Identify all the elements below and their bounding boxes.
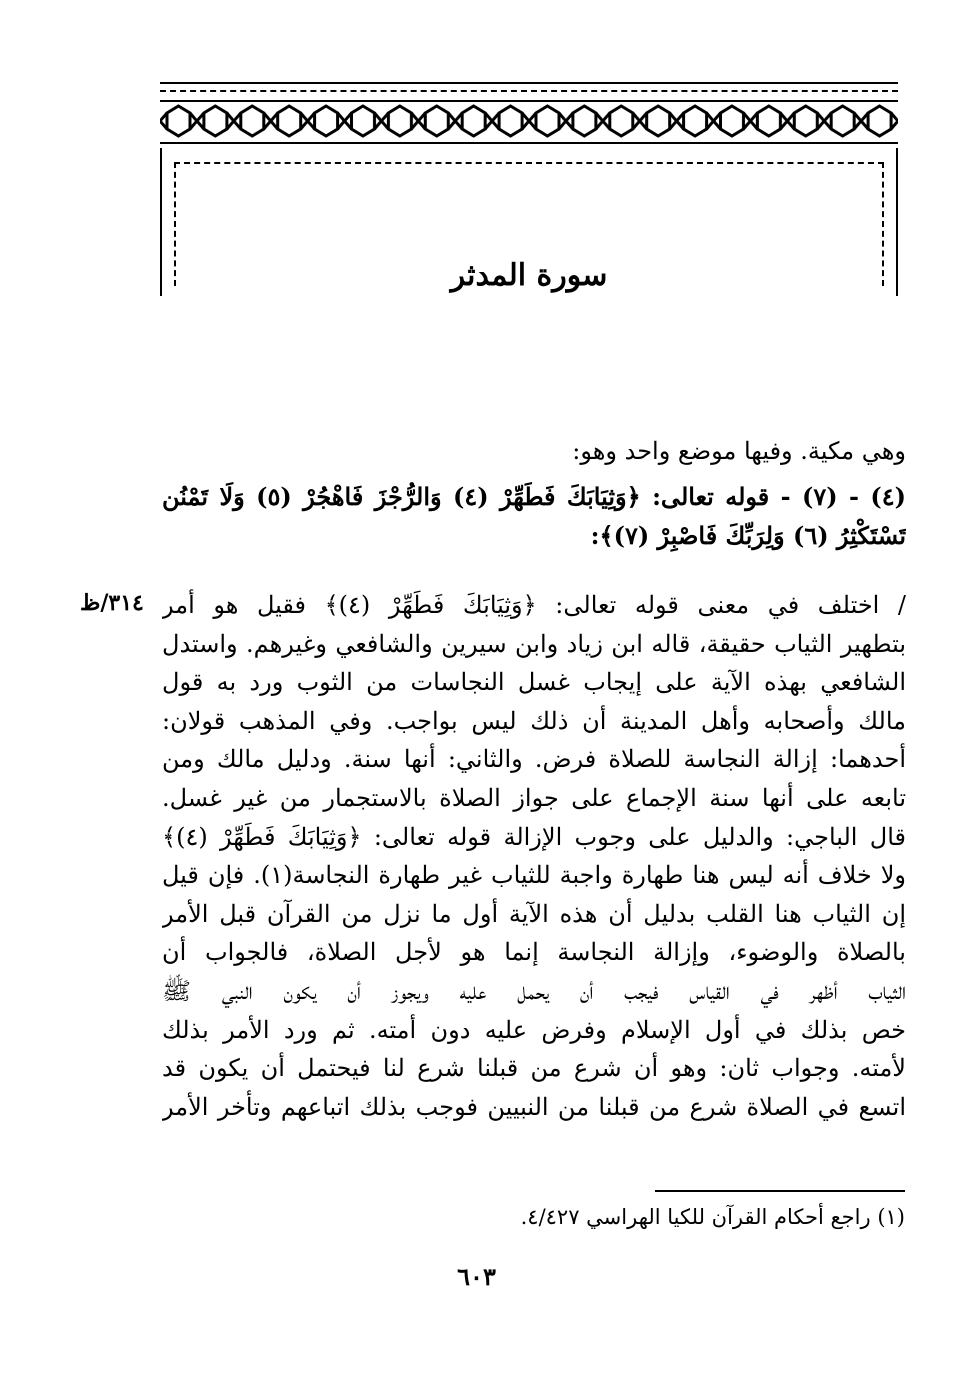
verse-line: تَسْتَكْثِرُ (٦) وَلِرَبِّكَ فَاصْبِرْ (٧)﴾: [590,520,906,550]
paragraph-line: بالصلاة والوضوء، وإزالة النجاسة إنما هو لأجل الصلاة، فالجواب أن [162,938,906,967]
paragraph-line: أحدهما: إزالة النجاسة للصلاة فرض. والثاني: أنها سنة. ودليل مالك ومن [162,745,906,774]
verse-block [162,478,906,555]
frame-dashed-rule [160,90,898,92]
paragraph-line: ولا خلاف أنه ليس هنا طهارة واجبة للثياب غير طهارة النجاسة(١). فإن قيل [162,861,906,890]
frame-rule [160,142,898,144]
ornamental-band [160,104,898,138]
paragraph-line: مالك وأصحابه وأهل المدينة أن ذلك ليس بواجب. وفي المذهب قولان: [162,706,906,735]
paragraph-line: خص بذلك في أول الإسلام وفرض عليه دون أمته. ثم ورد الأمر بذلك [162,1015,906,1044]
paragraph-line: الثياب أظهر في القياس فيجب أن يحمل عليه ويجوز أن يكون النبي ﷺ [162,976,906,1005]
intro-line [162,432,906,471]
footnote-separator [655,1190,905,1192]
paragraph-line: إن الثياب هنا القلب بدليل أن هذه الآية أول ما نزل من القرآن قبل الأمر [162,899,906,928]
intro-text: وهي مكية. وفيها موضع واحد وهو: [572,437,906,465]
surah-title: سورة المدثر [450,258,608,293]
paragraph-line: اتسع في الصلاة شرع من قبلنا من النبيين فوجب بذلك اتباعهم وتأخر الأمر [162,1092,906,1121]
verse-line: (٤) - (٧) - قوله تعالى: ﴿وَثِيَابَكَ فَطَهِّرْ (٤) وَالرُّجْزَ فَاهْجُرْ (٥) وَلَا تَمْنُن [162,482,906,511]
manuscript-folio-note: ٣١٤/ظ [80,590,144,616]
paragraph-line: / اختلف في معنى قوله تعالى: ﴿وَثِيَابَكَ فَطَهِّرْ (٤)﴾ فقيل هو أمر [162,591,906,619]
frame-top-rule [160,82,898,84]
footnote: (١) راجع أحكام القرآن للكيا الهراسي ٤/٤٢٧. [520,1205,905,1229]
frame-rule [160,100,898,102]
paragraph-line: بتطهير الثياب حقيقة، قاله ابن زياد وابن سيرين والشافعي وغيرهم. واستدل [162,629,906,658]
page-number: ٦٠٣ [457,1262,496,1291]
frame-inner-dashed-top [174,162,884,164]
commentary-paragraph [162,586,906,1126]
paragraph-line: لأمته. وجواب ثان: وهو أن شرع من قبلنا شرع لنا فيحتمل أن يكون قد [162,1054,906,1083]
paragraph-line: قال الباجي: والدليل على وجوب الإزالة قوله تعالى: ﴿وَثِيَابَكَ فَطَهِّرْ (٤)﴾ [162,822,906,851]
paragraph-line: الشافعي بهذه الآية على إيجاب غسل النجاسات من الثوب ورد به قول [162,668,906,697]
paragraph-line: تابعه على أنها سنة الإجماع على جواز الصلاة بالاستجمار من غير غسل. [162,783,906,812]
